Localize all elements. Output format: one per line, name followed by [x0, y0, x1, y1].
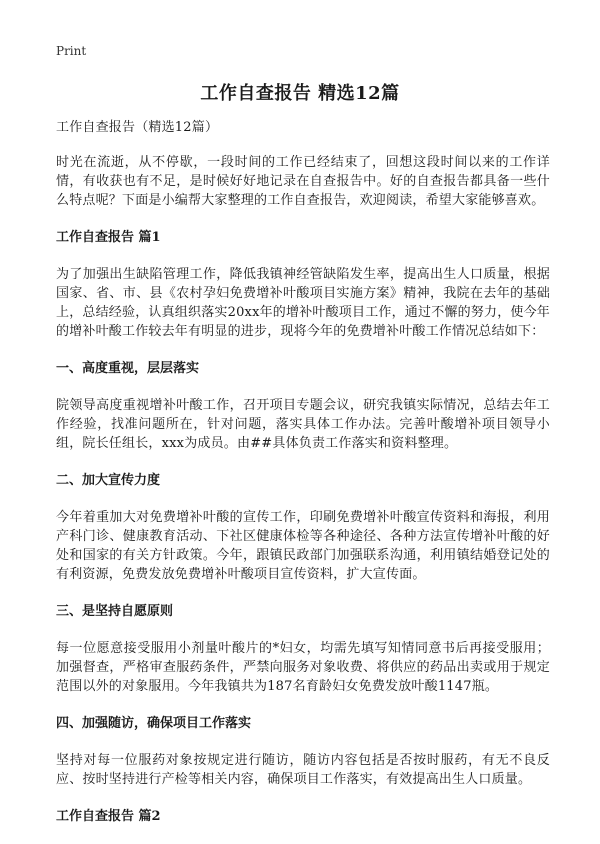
section-paragraph: 坚持对每一位服药对象按规定进行随访，随访内容包括是否按时服药，有无不良反应、按时坚持进行产检等相关内容，确保项目工作落实，有效提高出生人口质量。 — [56, 753, 550, 787]
section-heading: 二、加大宣传力度 — [56, 473, 161, 488]
section-paragraph: 每一位愿意接受服用小剂量叶酸片的*妇女，均需先填写知情同意书后再接受服用；加强督查，严格审查服药条件，严禁向服务对象收费、将供应的药品出卖或用于规定范围以外的对象服用。今年我镇共为187名育龄妇女免费发放叶酸1147瓶。 — [56, 641, 550, 694]
section-paragraph: 院领导高度重视增补叶酸工作，召开项目专题会议，研究我镇实际情况，总结去年工作经验，找准问题所在，针对问题，落实具体工作办法。完善叶酸增补项目领导小组，院长任组长，xxx为成员。由##具体负责工作落实和资料整理。 — [56, 398, 550, 451]
section-heading: 一、高度重视，层层落实 — [56, 361, 200, 376]
document-subtitle: 工作自查报告（精选12篇） — [56, 120, 219, 135]
page-title: 工作自查报告 精选12篇 — [200, 83, 400, 104]
section-paragraph: 今年着重加大对免费增补叶酸的宣传工作，印刷免费增补叶酸宣传资料和海报，利用产科门诊、健康教育活动、下社区健康体检等各种途径、各种方法宣传增补叶酸的好处和国家的有关方针政策。今年，跟镇民政部门加强联系沟通，利用镇结婚登记处的有利资源，免费发放免费增补叶酸项目宣传资料，扩大宣传面。 — [56, 510, 550, 582]
section-paragraph: 为了加强出生缺陷管理工作，降低我镇神经管缺陷发生率，提高出生人口质量，根据国家、省、市、县《农村孕妇免费增补叶酸项目实施方案》精神，我院在去年的基础上，总结经验，认真组织落实20xx年的增补叶酸项目工作，通过不懈的努力，使今年的增补叶酸工作较去年有明显的进步，现将今年的免费增补叶酸工作情况总结如下： — [56, 267, 551, 339]
section-heading: 四、加强随访，确保项目工作落实 — [56, 716, 252, 731]
section-heading: 三、是坚持自愿原则 — [56, 604, 174, 619]
print-link[interactable]: Print — [56, 44, 87, 58]
section-heading: 工作自查报告 篇2 — [56, 809, 161, 824]
intro-paragraph: 时光在流逝，从不停歇，一段时间的工作已经结束了，回想这段时间以来的工作详情，有收获也有不足，是时候好好地记录在自查报告中。好的自查报告都具备一些什么特点呢？下面是小编帮大家整理的工作自查报告，欢迎阅读，希望大家能够喜欢。 — [56, 155, 550, 208]
document-body — [56, 118, 550, 844]
section-heading: 工作自查报告 篇1 — [56, 230, 161, 245]
